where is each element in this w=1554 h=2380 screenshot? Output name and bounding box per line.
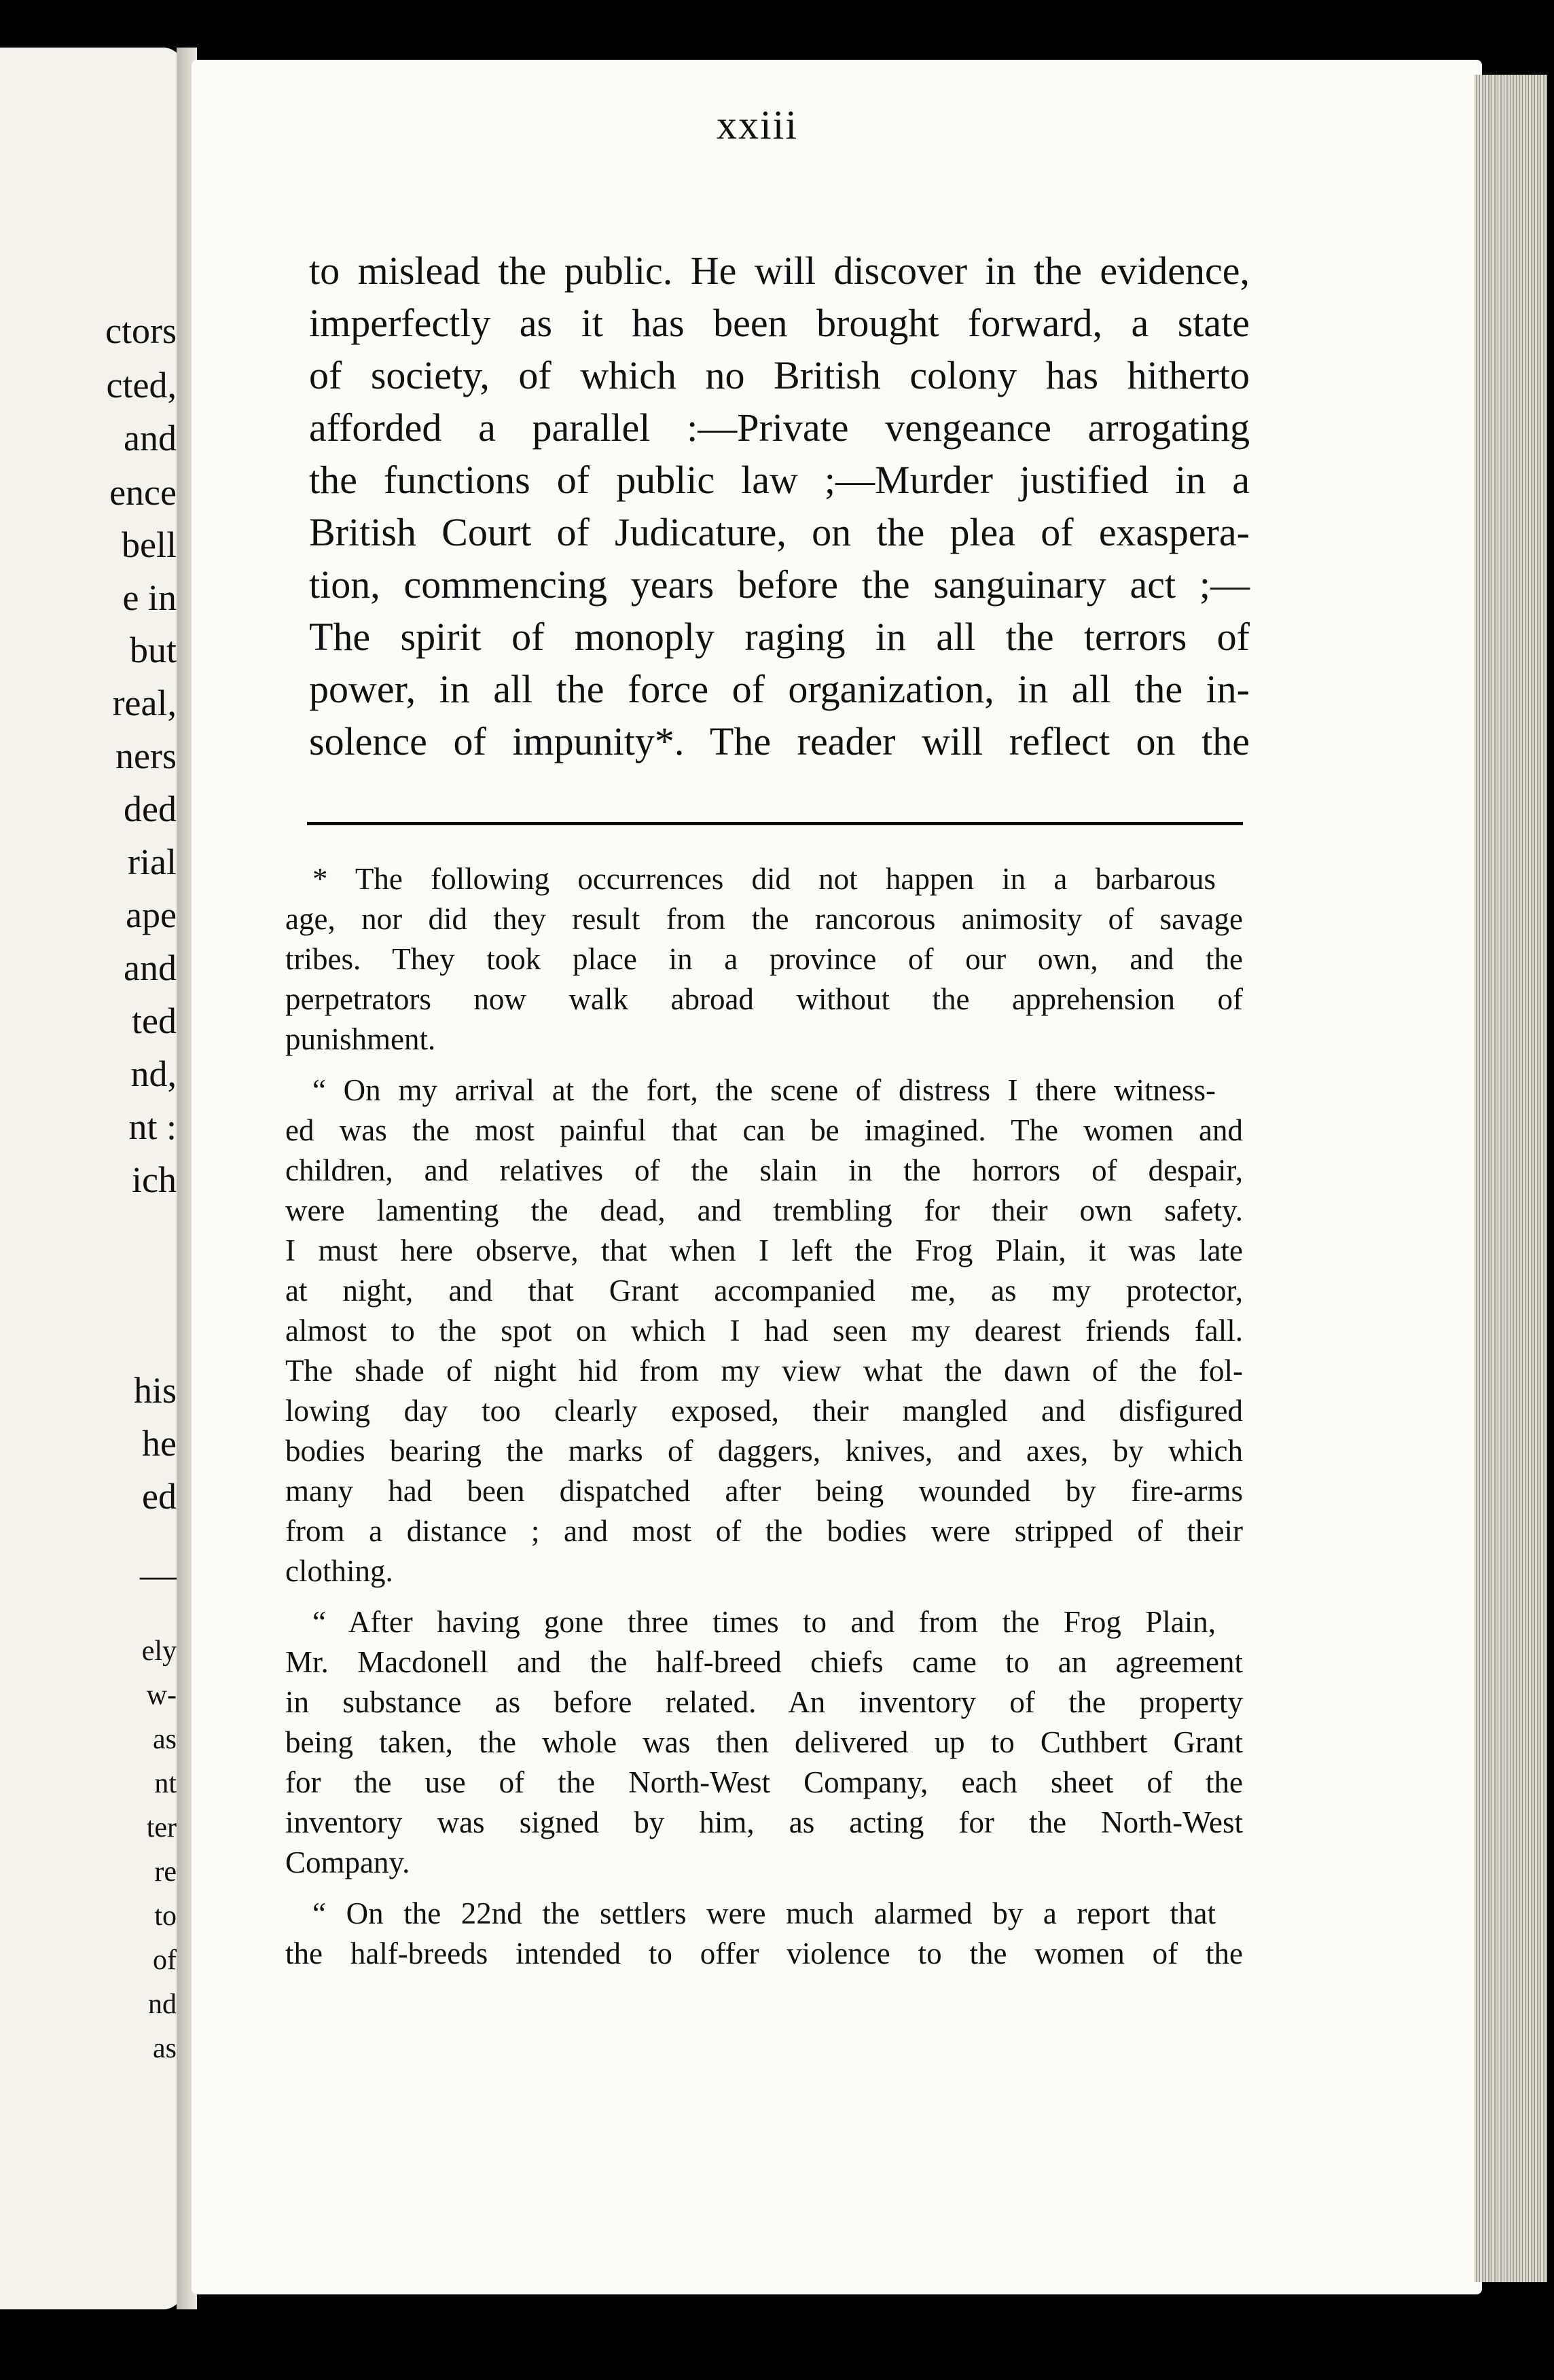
body-line: afforded a parallel :—Private vengeance arrogating [309,405,1250,450]
page-number: xxiii [716,103,798,147]
left-fragment: — [140,1555,177,1595]
body-line: imperfectly as it has been brought forward, a state [309,301,1250,345]
left-page [0,48,183,2309]
left-fragment: ape [126,895,177,935]
paragraph-gap [285,1060,1243,1070]
left-fragment: ctors [105,310,177,351]
left-fragment: ich [132,1159,177,1200]
body-line: the functions of public law ;—Murder justified in a [309,458,1250,502]
footnote-line: from a distance ; and most of the bodies were stripped of their [285,1514,1243,1548]
left-fragment: nd, [130,1053,177,1094]
footnote-line: “ After having gone three times to and from the Frog Plain, [312,1605,1216,1639]
left-fragment: rial [128,842,177,882]
footnote [285,859,1243,1974]
footnote-line: * The following occurrences did not happen in a barbarous [312,862,1216,896]
body-line: to mislead the public. He will discover in the evidence, [309,249,1250,293]
left-fragment: and [124,418,177,458]
left-fragment: and [124,948,177,988]
left-fragment: nd [148,1989,177,2020]
body-line: of society, of which no British colony has hitherto [309,353,1250,397]
left-fragment: cted, [106,365,177,405]
footnote-line: being taken, the whole was then delivered up to Cuthbert Grant [285,1725,1243,1759]
body-line: tion, commencing years before the sanguinary act ;— [309,562,1250,607]
left-fragment: to [154,1900,177,1932]
left-fragment: ely [141,1636,177,1667]
paragraph-gap [285,1883,1243,1894]
body-text [309,245,1250,768]
body-line: The spirit of monoply raging in all the terrors of [309,615,1250,659]
footnote-line: I must here observe, that when I left the Frog Plain, it was late [285,1233,1243,1267]
footnote-line: tribes. They took place in a province of our own, and the [285,942,1243,976]
left-fragment: he [142,1423,177,1464]
footnote-line: children, and relatives of the slain in the horrors of despair, [285,1153,1243,1187]
left-fragment: e in [122,577,177,618]
footnote-line: punishment. [285,1022,436,1056]
left-fragment: ed [142,1476,177,1517]
left-fragment: w- [146,1680,177,1711]
page-fore-edge [1474,75,1547,2282]
footnote-line: bodies bearing the marks of daggers, knives, and axes, by which [285,1434,1243,1468]
footnote-line: in substance as before related. An inventory of the property [285,1685,1243,1719]
left-fragment: his [133,1370,177,1411]
left-fragment: ners [115,736,177,776]
footnote-line: Company. [285,1845,410,1879]
footnote-divider [307,822,1243,825]
footnote-line: Mr. Macdonell and the half-breed chiefs came to an agreement [285,1645,1243,1679]
left-fragment: of [153,1945,177,1976]
footnote-line: were lamenting the dead, and trembling for their own safety. [285,1193,1243,1227]
footnote-line: inventory was signed by him, as acting for the North-West [285,1805,1243,1839]
left-fragment: bell [122,524,177,565]
left-fragment: ence [109,472,177,513]
footnote-line: lowing day too clearly exposed, their mangled and disfigured [285,1394,1243,1428]
body-line: British Court of Judicature, on the plea of exaspera- [309,510,1250,554]
left-fragment: as [153,1724,177,1755]
footnote-line: at night, and that Grant accompanied me, as my protector, [285,1274,1243,1308]
left-fragment: ter [146,1812,177,1843]
left-fragment: ted [132,1000,177,1041]
footnote-line: The shade of night hid from my view what the dawn of the fol- [285,1354,1243,1388]
footnote-line: almost to the spot on which I had seen my dearest friends fall. [285,1314,1243,1348]
footnote-line: “ On the 22nd the settlers were much alarmed by a report that [312,1896,1216,1930]
footnote-line: “ On my arrival at the fort, the scene of distress I there witness- [312,1073,1216,1107]
footnote-line: for the use of the North-West Company, each sheet of the [285,1765,1243,1799]
left-fragment: ded [124,789,177,829]
left-fragment: as [153,2033,177,2064]
footnote-line: many had been dispatched after being wounded by fire-arms [285,1474,1243,1508]
left-fragment: but [129,630,177,670]
left-fragment: nt [154,1768,177,1799]
left-fragment: nt : [128,1106,177,1147]
body-line: solence of impunity*. The reader will reflect on the [309,719,1250,763]
footnote-line: clothing. [285,1554,393,1588]
left-fragment: real, [112,683,177,723]
paragraph-gap [285,1591,1243,1602]
footnote-line: ed was the most painful that can be imagined. The women and [285,1113,1243,1147]
footnote-line: perpetrators now walk abroad without the apprehension of [285,982,1243,1016]
footnote-line: the half-breeds intended to offer violence to the women of the [285,1936,1243,1970]
footnote-line: age, nor did they result from the rancorous animosity of savage [285,902,1243,936]
left-fragment: re [154,1856,177,1888]
body-line: power, in all the force of organization, in all the in- [309,667,1250,711]
